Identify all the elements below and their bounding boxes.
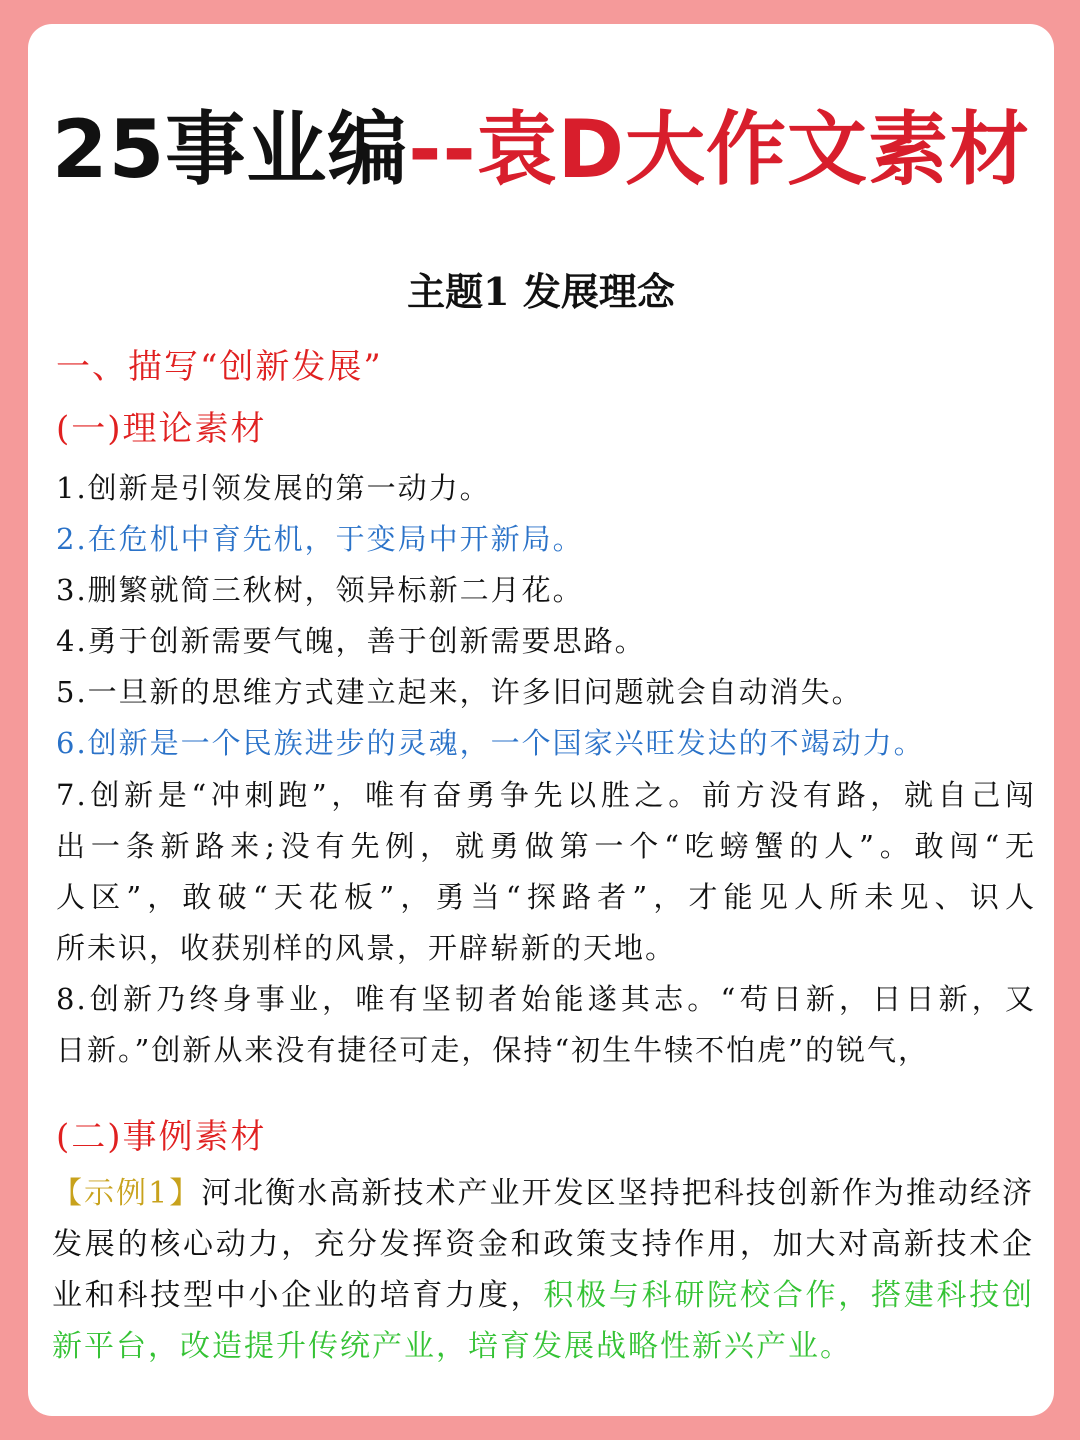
case-line-1-text: 河北衡水高新技术产业开发区坚持把科技创新作为推动经济 <box>201 1176 1034 1211</box>
theory-line-7b: 出一条新路来;没有先例，就勇做第一个“吃螃蟹的人”。敢闯“无 <box>56 828 1036 863</box>
case-line-3-black: 业和科技型中小企业的培育力度， <box>52 1278 544 1313</box>
theory-line-7c: 人区”，敢破“天花板”，勇当“探路者”，才能见人所未见、识人 <box>56 879 1036 914</box>
case-line-3 <box>52 1270 1034 1321</box>
theory-line-3: 3.删繁就简三秋树，领异标新二月花。 <box>56 573 584 608</box>
page-title <box>28 100 1054 200</box>
theory-line-7d: 所未识，收获别样的风景，开辟崭新的天地。 <box>56 930 677 965</box>
subheading-case: (二)事例素材 <box>56 1117 267 1157</box>
theory-line-8b: 日新。”创新从来没有捷径可走，保持“初生牛犊不怕虎”的锐气， <box>56 1033 929 1068</box>
theory-line-5: 5.一旦新的思维方式建立起来，许多旧问题就会自动消失。 <box>56 675 863 710</box>
case-line-2: 发展的核心动力，充分发挥资金和政策支持作用，加大对高新技术企 <box>52 1227 1034 1262</box>
theory-line-2: 2.在危机中育先机，于变局中开新局。 <box>56 522 584 557</box>
theory-line-4: 4.勇于创新需要气魄，善于创新需要思路。 <box>56 624 646 659</box>
title-part-black: 25事业编 <box>51 103 409 196</box>
theory-line-7a: 7.创新是“冲刺跑”，唯有奋勇争先以胜之。前方没有路，就自己闯 <box>56 777 1036 812</box>
theory-list <box>56 463 1036 1076</box>
case-line-1 <box>52 1168 1034 1219</box>
example-tag: 【示例1】 <box>52 1176 202 1211</box>
case-line-4: 新平台，改造提升传统产业，培育发展战略性新兴产业。 <box>52 1329 852 1364</box>
title-part-red: --袁D大作文素材 <box>408 103 1031 196</box>
case-line-3-green: 积极与科研院校合作，搭建科技创 <box>543 1278 1034 1313</box>
theory-line-1: 1.创新是引领发展的第一动力。 <box>56 471 491 505</box>
case-paragraph <box>52 1168 1034 1372</box>
content-card <box>28 24 1054 1416</box>
section-heading-innovation: 一、描写“创新发展” <box>56 347 383 387</box>
theory-line-6: 6.创新是一个民族进步的灵魂，一个国家兴旺发达的不竭动力。 <box>56 726 925 761</box>
theory-line-8a: 8.创新乃终身事业，唯有坚韧者始能遂其志。“苟日新，日日新，又 <box>56 981 1036 1016</box>
subheading-theory: (一)理论素材 <box>56 409 267 449</box>
theme-heading: 主题1 发展理念 <box>407 269 675 314</box>
